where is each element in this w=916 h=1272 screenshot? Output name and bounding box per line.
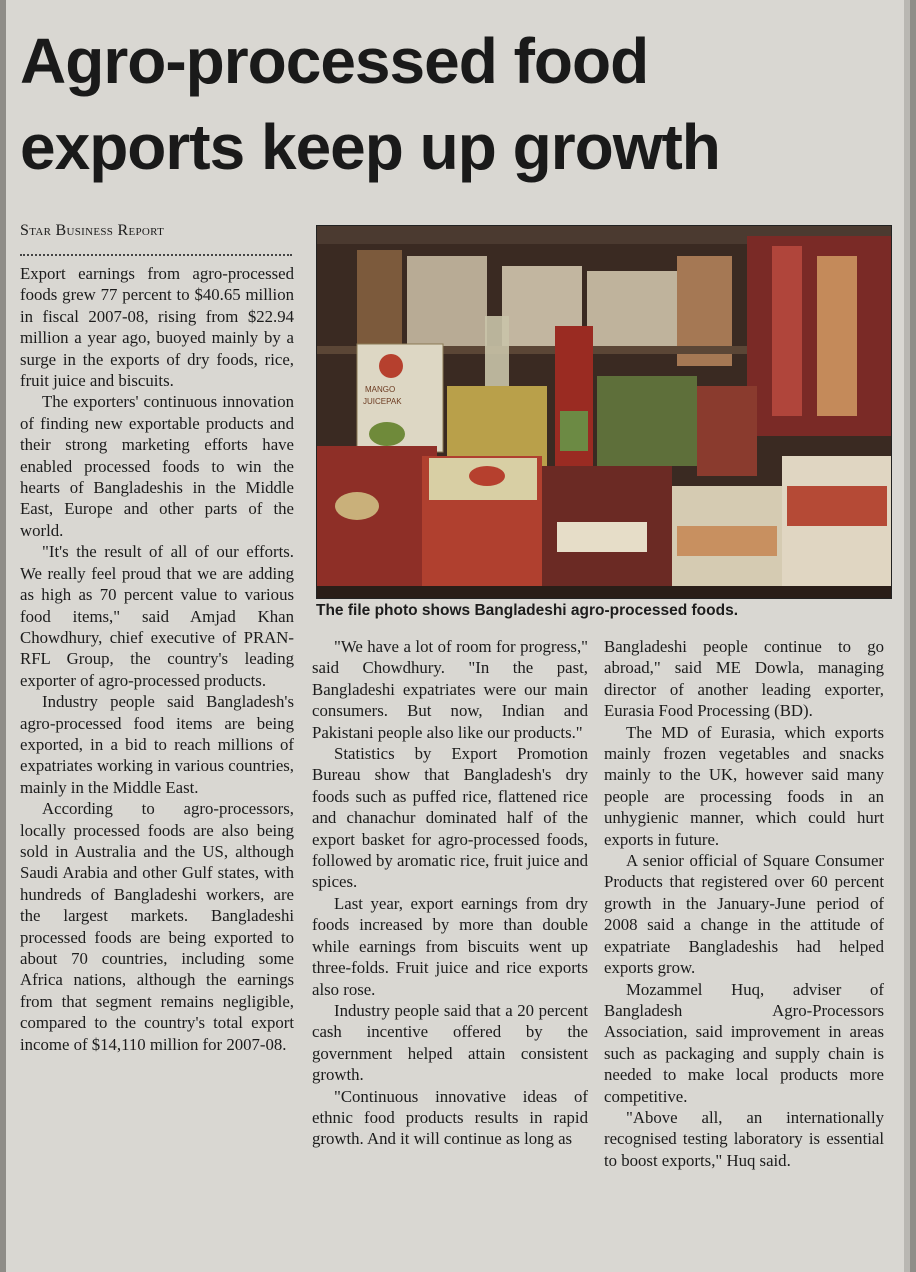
mango-pack-label-1: MANGO [365,385,396,394]
headline [20,18,900,190]
paragraph: A senior official of Square Consumer Products that registered over 60 percent growth in the January-June period of 2008 said a change in the attitude of expatriate Bangladeshis had helped exports grow. [604,851,884,978]
headline-line-1: Agro-processed food [20,25,649,97]
paragraph: The MD of Eurasia, which exports mainly frozen vegetables and snacks mainly to the UK, however said many people are processing foods in an unhygienic manner, which could hurt exports in future. [604,722,884,849]
paragraph: "We have a lot of room for progress," said Chowdhury. "In the past, Bangladeshi expatriates were our main consumers. But now, Indian and Pakistani people also like our products." [312,637,588,742]
photo-caption: The file photo shows Bangladeshi agro-processed foods. [316,602,738,619]
clipping-edge-shadow [904,0,910,1272]
byline-divider [20,254,292,256]
headline-line-2: exports keep up growth [20,111,720,183]
paragraph: Export earnings from agro-processed foods grew 77 percent to $40.65 million in fiscal 2007-08, rising from $22.94 million a year ago, buoyed mainly by a surge in the exports of dry foods, rice, fruit juice and biscuits. [20,264,294,391]
paragraph: The exporters' continuous innovation of finding new exportable products and their strong marketing efforts have enabled processed foods to win the hearts of Bangladeshis in the Middle East, Europe and other parts of the world. [20,392,294,540]
paragraph: Last year, export earnings from dry foods increased by more than double while earnings from biscuits went up three-folds. Fruit juice and rice exports also rose. [312,893,588,999]
byline: Star Business Report [20,222,165,239]
paragraph: Mozammel Huq, adviser of Bangladesh Agro-Processors Association, said improvement in areas such as packaging and supply chain is needed to make local products more competitive. [604,979,884,1106]
paragraph: "Above all, an internationally recognised testing laboratory is essential to boost exports," Huq said. [604,1107,884,1170]
paragraph: Industry people said Bangladesh's agro-processed food items are being exported, in a bid to reach millions of expatriates working in various countries, mainly in the Middle East. [20,692,294,797]
food-products-photo [316,225,892,599]
paragraph: Industry people said that a 20 percent cash incentive offered by the government helped attain consistent growth. [312,1000,588,1085]
paragraph: Statistics by Export Promotion Bureau show that Bangladesh's dry foods such as puffed rice, flattened rice and chanachur dominated half of the export basket for agro-processed foods, followed by aromatic rice, fruit juice and spices. [312,744,588,892]
paragraph: "It's the result of all of our efforts. We really feel proud that we are adding as high as 70 percent value to various food items," said Amjad Khan Chowdhury, chief executive of PRAN-RFL Group, the country's leading exporter of agro-processed products. [20,542,294,690]
paragraph: Bangladeshi people continue to go abroad," said ME Dowla, managing director of another leading exporter, Eurasia Food Processing (BD). [604,637,884,721]
article-column-3 [604,636,884,1171]
article-column-2 [312,636,588,1150]
article-column-1 [20,263,294,1055]
mango-pack-label-2: JUICEPAK [363,397,402,406]
paragraph: "Continuous innovative ideas of ethnic food products results in rapid growth. And it will continue as long as [312,1086,588,1149]
paragraph: According to agro-processors, locally processed foods are also being sold in Australia and the US, although Saudi Arabia and other Gulf states, with hundreds of Bangladeshi workers, are the largest markets. Bangladeshi processed foods are being exported to about 70 countries, including some Africa nations, although the earnings from that segment remains negligible, compared to the country's total export income of $14,110 million for 2007-08. [20,799,294,1054]
newspaper-clipping [6,0,910,1272]
